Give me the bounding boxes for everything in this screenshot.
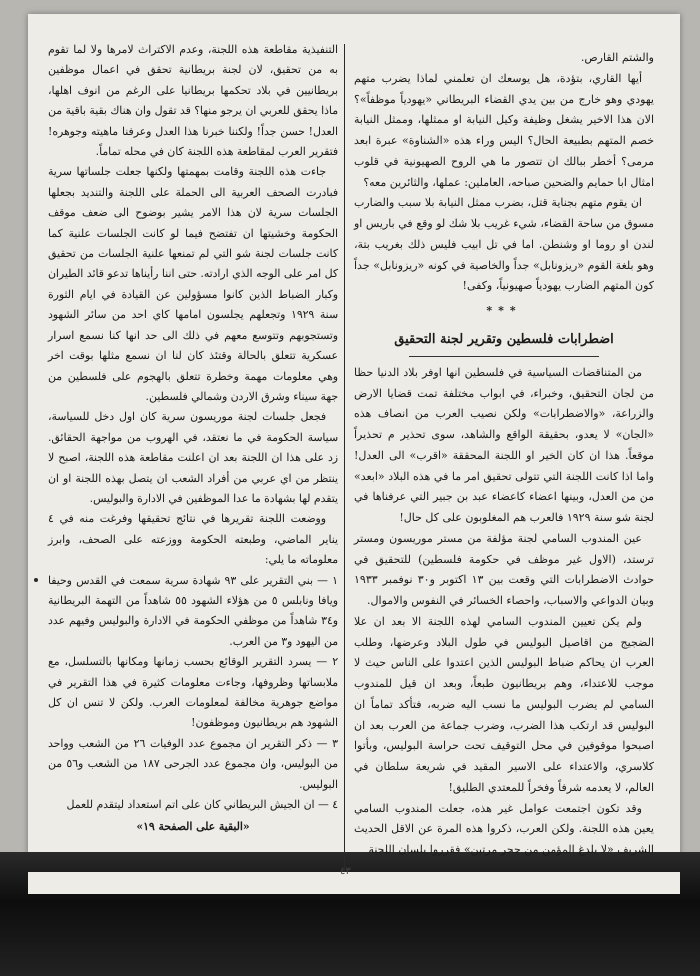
paragraph: ولم يكن تعيين المندوب السامي لهذه اللجنة الا بعد ان علا الضجيج من اقاصيل البوليس في طول البلاد وعرضها، وطلب العرب ان يحاكم ضباط البوليس الذين اعتدوا على الناس حيث لا موجب للاعتداء، وهم بريطانيون طبعاً، وبعد ان قيل للمندوب السامي لم يضرب البوليس ما نسب اليه ضربه، فتأكد تماماً ان البوليس قد ارتكب هذا الضرب، وضرب جماعة من العرب بعد ان اصبحوا موقوفين في محل التوقيف تحت حراسة البوليس، وبأتوا كلاسري، والاعتداء على الاسير المقيد في شريعة سلطان في العالم، لا يعدمه شرفاً وفخراً للمعتدي الطليق! bbox=[354, 614, 654, 794]
paragraph: أيها القاري، بتؤدة، هل يوسعك ان تعلمني لماذا يضرب متهم يهودي وهو خارج من بين يدي القضاء البريطاني «يهودياً موظفاً»؟ الان هذا الاخير يشغل وظيفة وكيل النيابة او ممثلها، وممثل النيابة خصم المتهم بطبيعة الحال؟ اليس وراء هذه «الشناوة» عبرة ابعد مرمى؟ أخطر ببالك ان تتصور ما هي الروح الصهيونية في قلوب امثال ابا حمايم والضحين صباحه، العاملين: عملها، والثائرين معه؟ bbox=[354, 71, 654, 189]
list-item: ١ — بني التقرير على ٩٣ شهادة سرية سمعت في القدس وحيفا ويافا ونابلس ٥ من هؤلاء الشهود ٥٥ شاهداً من التهمة البريطانية و٣٤ شاهداً من موظفي الحكومة في الادارة والبوليس وفيهم عدد من اليهود و٣ من العرب. bbox=[48, 573, 338, 648]
right-column bbox=[354, 48, 654, 861]
heading-underline bbox=[409, 356, 599, 357]
left-column bbox=[48, 40, 338, 838]
paragraph: وقد تكون اجتمعت عوامل غير هذه، جعلت المندوب السامي يعين هذه اللجنة. ولكن العرب، ذكروا هذه المرة عن الاقل الحديث الشريف «لا يلدغ المؤمن من جحر مرتين» فقرروا بلسان اللجنة bbox=[354, 801, 654, 856]
intro-line: والشتم القارص. bbox=[580, 51, 654, 64]
paragraph: ووضعت اللجنة تقريرها في نتائج تحقيقها وفرغت منه في ٤ يناير الماضي، وطبعته الحكومة ووزعته على الصحف، وابرز معلوماته ما يلي: bbox=[48, 512, 338, 567]
column-divider bbox=[344, 44, 345, 872]
paragraph: فجعل جلسات لجنة موريسون سرية كان اول دخل للسياسة، سياسة الحكومة في ما نعتقد، في الهروب من مواجهة الحقائق. زد على هذا ان اللجنة بعد ان اعلنت مقاطعة هذه اللجنة، اصبح لا ينتظر من اي عربي من أفراد الشعب ان يتصل بهذه اللجنة او ان يتقدم لها بشهادة ما عدا الموظفين في الادارة والبوليس. bbox=[48, 410, 338, 505]
continued-note: «البقية على الصفحة ١٩» bbox=[136, 820, 250, 834]
list-item: ٢ — يسرد التقرير الوقائع بحسب زمانها ومكانها بالتسلسل، مع ملابساتها وظروفها، وجاءت معلومات كثيرة في هذا التقرير في مواضع جوهرية مخالفة لمعلومات العرب. ولكن لا تنس ان كل الشهود هم بريطانيون وموظفون! bbox=[48, 655, 338, 730]
paragraph: عين المندوب السامي لجنة مؤلفة من مستر موريسون ومستر ترستد، (الاول غير موظف في حكومة فلسطين) للتحقيق في حوادث الاضطرابات التي وقعت بين ١٣ اكتوبر و٣٠ نوفمبر ١٩٣٣ وبيان الدواعي والاسباب، واحصاء الخسائر في النفوس والاموال. bbox=[354, 531, 655, 607]
paragraph: ان يقوم متهم بجناية قتل، بضرب ممثل النيابة بلا سبب والضارب مسوق من ساحة القضاء، شيء غريب بلا شك لو وقع في باريس او لندن او روما او وشنطن. اما في تل ابيب فليس ذلك بغريب بتة، وهو بلغة القوم «ريزونابل» جداً والخاصية في كونه «ريزونابل» جداً كون المتهم الضارب يهودياً صهيونياً، وكفى! bbox=[354, 196, 654, 293]
page-bottom-edge bbox=[28, 872, 680, 894]
list-item: ٤ — ان الجيش البريطاني كان على اتم استعداد ليتقدم للعمل bbox=[66, 798, 338, 812]
margin-dot bbox=[34, 578, 38, 582]
paragraph: من المتناقضات السياسية في فلسطين انها اوفر بلاد الدنيا حظا من لجان التحقيق، وخبراء، في ابواب مختلفة تمت قضايا الارض والزراعة، «والاضطرابات» ولكن نصيب العرب من انصاف هذه «الجان» لا يعدو، بحقيقة الواقع والشاهد، سوى تحذير م تحذيراً موقعاً. هذا ان كان الخير او اللجنة المحققة «اقرب» الى العدل! واما اذا كانت اللجنة التي تتولى تحقيق امر ما في هذه البلاد «ابعد» من من العدل، وبينها اعضاء كاعضاء عبد بن جبير التي عرفناها في لجنة شو سنة ١٩٢٩ فالعرب هم المغلوبون على كل حال! bbox=[354, 365, 654, 524]
section-separator: *** bbox=[486, 304, 522, 317]
paragraph: التنفيذية مقاطعة هذه اللجنة، وعدم الاكتراث لامرها ولا لما تقوم به من تحقيق، لان لجنة بريطانية تحقق في اعمال موظفين بريطانيين في بلاد تحكمها بريطانيا على الرغم من انوف اهلها، ماذا يحقق للعربي ان يرجو منها؟ قد تقول وان هناك بقية باقية من العدل! حسن جداً! ولكننا خبرنا هذا العدل وعرفنا ماهيته وجوهره! فتقرير العرب لمقاطعة هذه اللجنة كان في محله تماماً. bbox=[48, 43, 338, 159]
list-item: ٣ — ذكر التقرير ان مجموع عدد الوفيات ٢٦ من الشعب وواحد من البوليس، وان مجموع عدد الجرحى ١٨٧ من الشعب و٥٦ من البوليس. bbox=[48, 736, 339, 791]
paragraph: جاءت هذه اللجنة وقامت بمهمتها ولكنها جعلت جلساتها سرية فبادرت الصحف العربية الى الحملة على اللجنة والتنديد بجعلها الجلسات سرية لان هذا الامر يشير بوضوح الى ضعف موقف الحكومة وخشيتها ان تفتضح فيما لو كانت الجلسات علنية كما كانت جلسات لجنة شو التي لم تمنعها علنية الجلسات من تحقيق كل امر على الوجه الذي ارادته. حتى اننا رأيناها تدعو قائد الطيران وكبار الضباط الذين كانوا مسؤولين عن القيادة في ايام الثورة سنة ١٩٢٩ وتجعلهم يجلسون امامها كاي احد من سائر الشهود وتستجوبهم وتتوسع معهم في ذلك الى حد انها كنا نسمع اسرار عسكرية تتعلق بالحالة وقتئذ كان لنا ان نسمع مثلها بوقت اخر وهي معلومات مهمة وخطرة تتعلق بالهجوم على فلسطين من جهة سيناء وشرق الاردن وشمالي فلسطين. bbox=[48, 165, 338, 403]
section-heading: اضطرابات فلسطين وتقرير لجنة التحقيق bbox=[394, 331, 614, 347]
page-mark: ٤٣ bbox=[340, 866, 351, 877]
